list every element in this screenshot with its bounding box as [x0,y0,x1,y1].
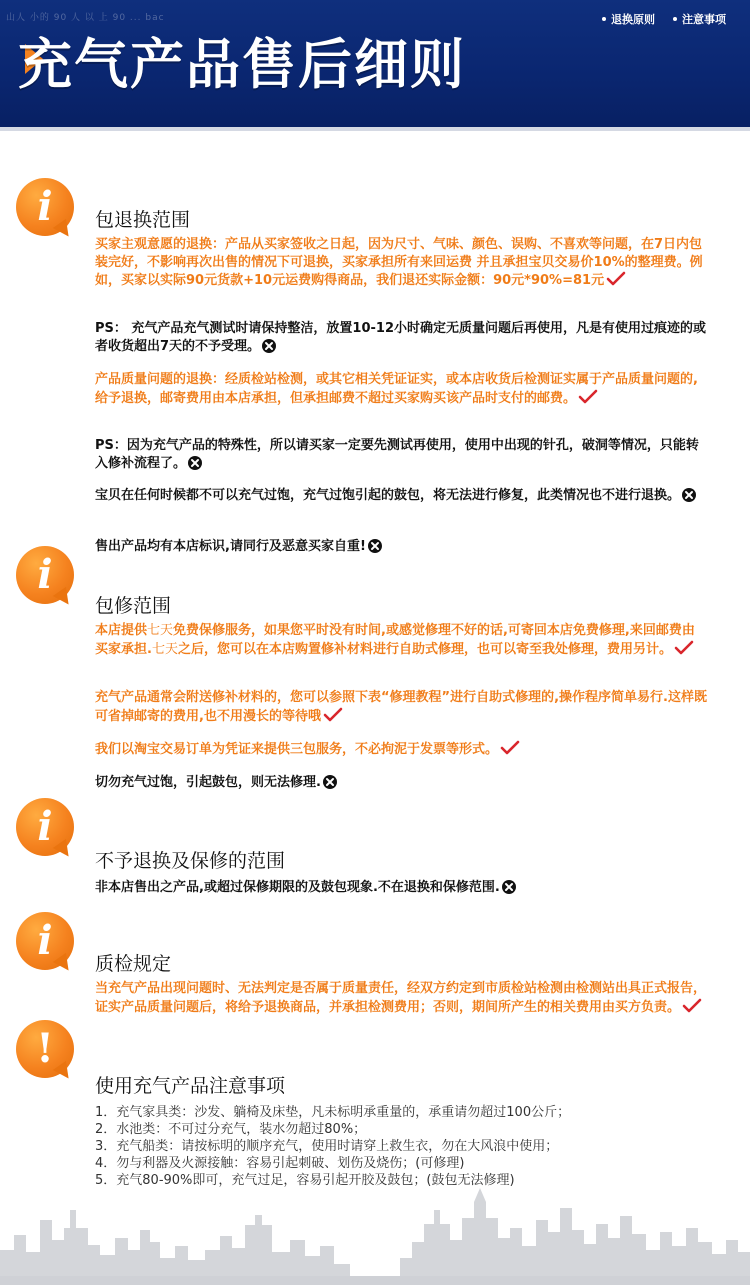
city-skyline-image [0,1180,750,1285]
cross-icon [323,775,337,789]
return-paragraph-overinflate [95,487,707,505]
cross-icon [502,880,516,894]
section-heading-excluded: 不予退换及保修的范围 [95,850,286,872]
repair-paragraph-warning [95,774,707,792]
section-heading-return: 包退换范围 [95,209,191,231]
section-heading-inspection: 质检规定 [95,953,172,975]
repair-paragraph-self-repair [95,689,707,725]
list-item: 3．充气船类：请按标明的顺序充气，使用时请穿上救生衣，勿在大风浪中使用； [95,1139,559,1154]
info-icon: i [16,178,78,240]
list-item: 4．勿与利器及火源接触：容易引起刺破、划伤及烧伤；(可修理) [95,1156,465,1171]
warning-icon: ! [16,1020,78,1082]
inspection-paragraph [95,980,707,1016]
cross-icon [188,456,202,470]
check-icon [606,271,626,287]
header-faint-text: 山人 小的 90 人 以 上 90 ... bac [6,13,165,23]
return-paragraph-ps2 [95,437,707,472]
list-item: 5．充气80-90%即可，充气过足，容易引起开胶及鼓包；(鼓包无法修理) [95,1173,515,1188]
repair-self-repair-text: 充气产品通常会附送修补材料的，您可以参照下表“修理教程”进行自助式修理的,操作程序简单易行.这样既可省掉邮寄的费用,也不用漫长的等待哦 [95,690,707,724]
repair-warning-text: 切勿充气过饱，引起鼓包，则无法修理. [95,775,321,790]
list-item: 1．充气家具类：沙发、躺椅及床垫，凡未标明承重量的，承重请勿超过100公斤； [95,1105,571,1120]
check-icon [500,740,520,756]
cross-icon [262,339,276,353]
repair-free-text-a: 本店提供 [95,623,148,638]
notes-list [95,1104,707,1189]
return-ps2-text: PS：因为充气产品的特殊性，所以请买家一定要先测试再使用，使用中出现的针孔，破洞等情况，只能转入修补流程了。 [95,438,699,471]
header-nav [602,11,726,27]
check-icon [674,640,694,656]
repair-order-proof-text: 我们以淘宝交易订单为凭证来提供三包服务，不必拘泥于发票等形式。 [95,742,499,757]
section-heading-repair: 包修范围 [95,595,172,617]
bullet-icon [673,17,677,21]
nav-return-principles-label: 退换原则 [611,13,655,26]
section-heading-notes: 使用充气产品注意事项 [95,1075,286,1097]
bullet-icon [602,17,606,21]
repair-free-text-c: 之后，您可以在本店购置修补材料进行自助式修理，也可以寄至我处修理，费用另计。 [177,641,672,657]
excluded-paragraph [95,879,707,897]
info-icon: i [16,546,78,608]
check-icon [323,707,343,723]
return-paragraph-quality [95,371,707,407]
return-overinflate-text: 宝贝在任何时候都不可以充气过饱，充气过饱引起的鼓包，将无法进行修复，此类情况也不进行退换。 [95,488,681,503]
return-store-mark-text: 售出产品均有本店标识,请同行及恶意买家自重! [95,539,366,554]
list-item: 2．水池类：不可过分充气，装水勿超过80%； [95,1122,367,1137]
repair-free-text-b: 免费保修服务，如果您平时没有时间,或感觉修理不好的话,可寄回本店免费修理,来回邮费由买家承担. [95,623,695,657]
info-icon: i [16,798,78,860]
return-quality-text: 产品质量问题的退换：经质检站检测，或其它相关凭证证实，或本店收货后检测证实属于产品质量问题的,给予退换，邮寄费用由本店承担，但承担邮费不超过买家购买该产品时支付的邮费。 [95,372,698,406]
repair-days-highlight: 七天 [151,641,178,657]
excluded-text: 非本店售出之产品,或超过保修期限的及鼓包现象.不在退换和保修范围. [95,880,500,895]
return-paragraph-store-mark [95,538,707,556]
header-divider [0,127,750,131]
return-ps1-text: PS： 充气产品充气测试时请保持整洁，放置10-12小时确定无质量问题后再使用，凡是有使用过痕迹的或者收货超出7天的不予受理。 [95,321,706,354]
return-paragraph-ps1 [95,320,707,355]
info-icon: i [16,912,78,974]
repair-days-highlight: 七天 [147,623,174,638]
repair-paragraph-free-service [95,622,707,658]
nav-notes-link[interactable] [673,11,726,27]
repair-paragraph-order-proof [95,740,707,759]
cross-icon [682,488,696,502]
nav-return-principles-link[interactable] [602,11,655,27]
cross-icon [368,539,382,553]
nav-notes-label: 注意事项 [682,13,726,26]
return-paragraph-subjective [95,236,707,290]
header-banner [0,0,750,127]
return-subjective-text: 买家主观意愿的退换：产品从买家签收之日起，因为尺寸、气味、颜色、误购、不喜欢等问题，在7日内包装完好，不影响再次出售的情况下可退换，买家承担所有来回运费 并且承担宝贝交易价10%的整理费。例如，买家以实际90元货款+10元运费购得商品，我们退还实际金额：90元*90%=81元 [95,237,703,288]
inspection-text: 当充气产品出现问题时、无法判定是否属于质量责任，经双方约定到市质检站检测由检测站出具正式报告，证实产品质量问题后，将给予退换商品，并承担检测费用；否则，期间所产生的相关费用由买方负责。 [95,981,707,1015]
page-title: 充气产品售后细则 [18,33,466,96]
check-icon [578,389,598,405]
check-icon [682,998,702,1014]
